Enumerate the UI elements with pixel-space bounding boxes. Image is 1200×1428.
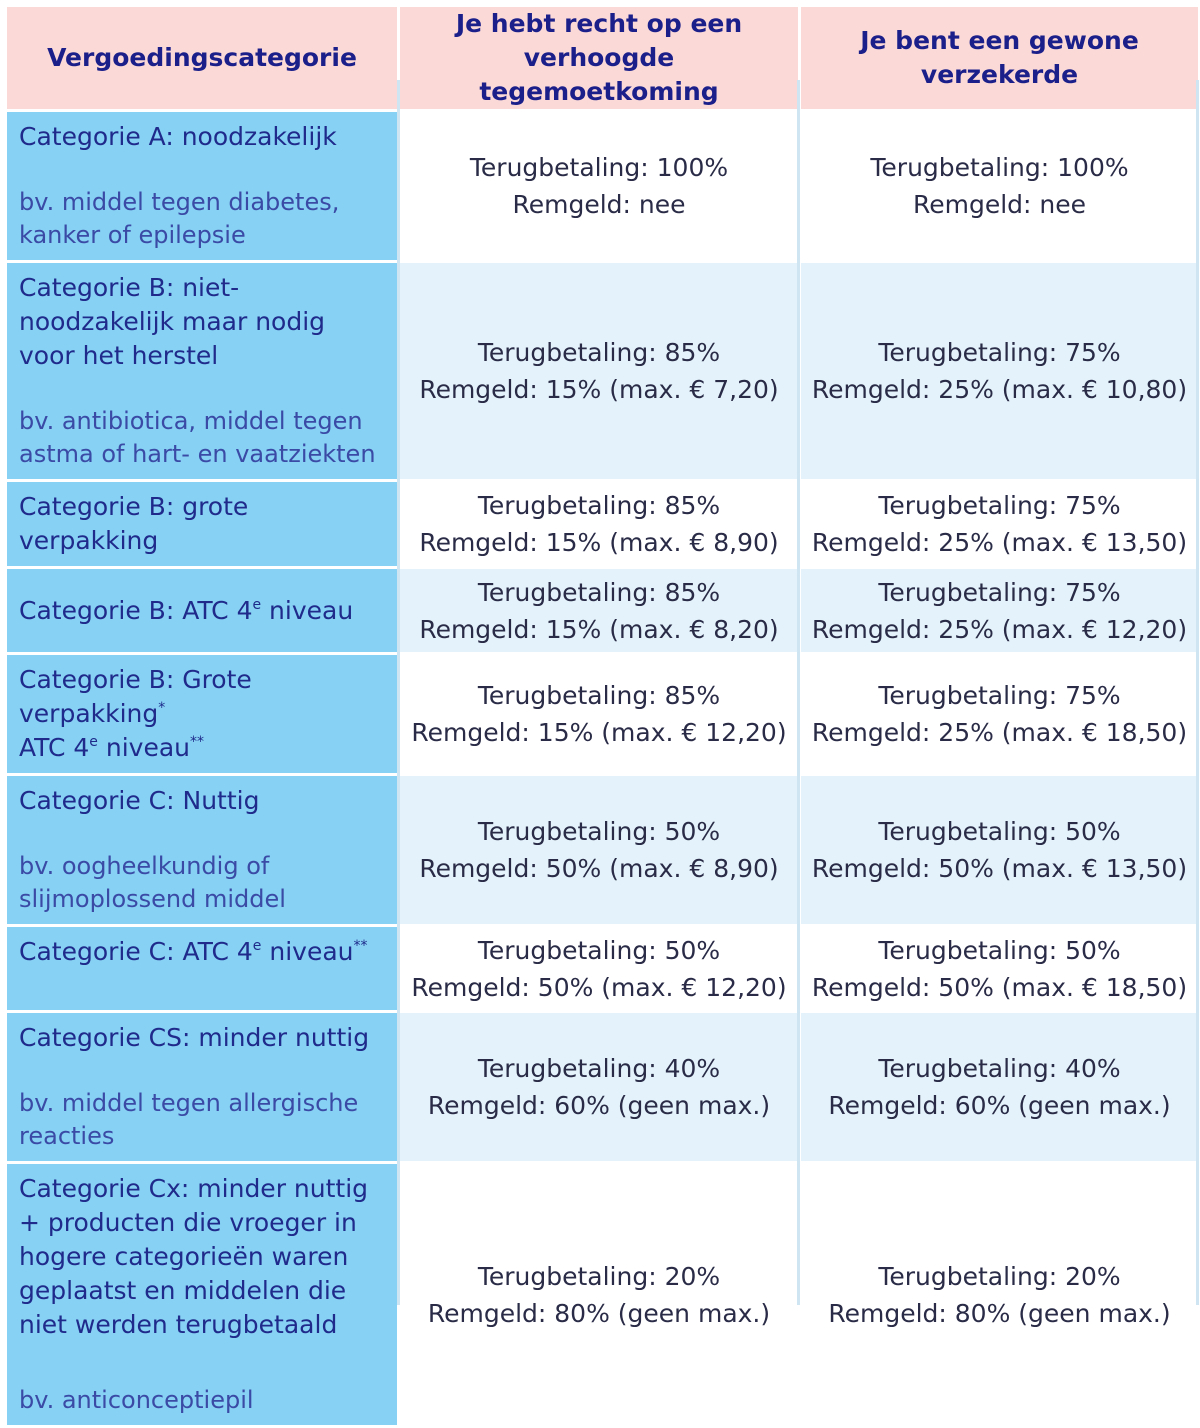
- category-title: Categorie B: ATC 4e niveau: [19, 595, 354, 625]
- regular-insured-cell: [800, 775, 1200, 926]
- copay-text: Remgeld: 15% (max. € 8,20): [419, 614, 779, 644]
- copay-text: Remgeld: 15% (max. € 7,20): [419, 375, 779, 404]
- header-category: Vergoedingscategorie: [6, 6, 399, 111]
- increased-allowance-cell: [399, 1163, 800, 1427]
- category-title: Categorie B: Grote verpakking*: [19, 665, 252, 728]
- category-cell: [6, 1012, 399, 1163]
- table-row: [6, 262, 1200, 481]
- refund-text: Terugbetaling: 20%: [477, 1261, 721, 1291]
- increased-allowance-cell: [399, 1012, 800, 1163]
- category-title: ATC 4e niveau**: [19, 733, 204, 762]
- copay-text: Remgeld: 80% (geen max.): [427, 1298, 771, 1328]
- category-cell: [6, 481, 399, 568]
- category-cell: [6, 654, 399, 775]
- refund-text: Terugbetaling: 75%: [878, 338, 1121, 367]
- refund-text: Terugbetaling: 50%: [477, 817, 721, 846]
- copay-text: Remgeld: 25% (max. € 12,20): [811, 614, 1188, 644]
- copay-text: Remgeld: 60% (geen max.): [427, 1091, 771, 1120]
- regular-insured-cell: [800, 481, 1200, 568]
- category-title: Categorie A: noodzakelijk: [19, 122, 337, 151]
- refund-text: Terugbetaling: 40%: [878, 1054, 1121, 1083]
- increased-allowance-cell: [399, 926, 800, 1012]
- column-divider: [797, 80, 800, 1305]
- table-row: [6, 654, 1200, 775]
- copay-text: Remgeld: 60% (geen max.): [828, 1091, 1171, 1120]
- increased-allowance-cell: [399, 111, 800, 262]
- category-cell: [6, 775, 399, 926]
- refund-text: Terugbetaling: 50%: [477, 935, 721, 965]
- regular-insured-cell: [800, 1163, 1200, 1427]
- table-row: [6, 481, 1200, 568]
- refund-text: Terugbetaling: 85%: [477, 338, 721, 367]
- category-example: bv. anticonceptiepil: [19, 1386, 254, 1414]
- category-title: Categorie B: niet-noodzakelijk maar nodig voor het herstel: [19, 273, 326, 370]
- regular-insured-cell: [800, 262, 1200, 481]
- refund-text: Terugbetaling: 85%: [477, 577, 721, 607]
- category-cell: [6, 111, 399, 262]
- refund-text: Terugbetaling: 75%: [878, 681, 1121, 710]
- header-increased-allowance: Je hebt recht op een verhoogde tegemoetkoming: [399, 6, 800, 111]
- copay-text: Remgeld: 80% (geen max.): [828, 1298, 1171, 1328]
- regular-insured-cell: [800, 926, 1200, 1012]
- increased-allowance-cell: [399, 262, 800, 481]
- copay-text: Remgeld: 50% (max. € 12,20): [411, 972, 787, 1002]
- regular-insured-cell: [800, 568, 1200, 654]
- refund-text: Terugbetaling: 50%: [878, 935, 1121, 965]
- category-title: Categorie C: Nuttig: [19, 786, 260, 815]
- category-title: Categorie Cx: minder nuttig + producten die vroeger in hogere categorieën waren geplaatst en middelen die niet werden terugbetaald: [19, 1174, 369, 1339]
- regular-insured-cell: [800, 111, 1200, 262]
- table-row: [6, 775, 1200, 926]
- copay-text: Remgeld: 25% (max. € 10,80): [811, 375, 1188, 404]
- refund-text: Terugbetaling: 50%: [878, 817, 1121, 846]
- header-regular-insured: Je bent een gewone verzekerde: [800, 6, 1200, 111]
- regular-insured-cell: [800, 654, 1200, 775]
- category-title: Categorie C: ATC 4e niveau**: [19, 937, 368, 966]
- copay-text: Remgeld: 50% (max. € 13,50): [811, 854, 1188, 883]
- table-row: [6, 111, 1200, 262]
- increased-allowance-cell: [399, 654, 800, 775]
- category-example: bv. middel tegen allergische reacties: [19, 1089, 359, 1150]
- increased-allowance-cell: [399, 481, 800, 568]
- reimbursement-table: [4, 4, 1200, 1428]
- copay-text: Remgeld: 25% (max. € 18,50): [811, 718, 1188, 747]
- category-example: bv. oogheelkundig of slijmoplossend middel: [19, 852, 286, 913]
- refund-text: Terugbetaling: 20%: [878, 1261, 1121, 1291]
- copay-text: Remgeld: nee: [912, 190, 1087, 219]
- copay-text: Remgeld: 15% (max. € 12,20): [411, 718, 787, 747]
- table-row: [6, 1012, 1200, 1163]
- copay-text: Remgeld: nee: [512, 190, 686, 219]
- copay-text: Remgeld: 25% (max. € 13,50): [811, 528, 1188, 557]
- table-header-row: [6, 6, 1200, 111]
- category-title: Categorie B: grote verpakking: [19, 492, 249, 555]
- refund-text: Terugbetaling: 85%: [477, 491, 721, 520]
- refund-text: Terugbetaling: 75%: [878, 577, 1121, 607]
- refund-text: Terugbetaling: 75%: [878, 491, 1121, 520]
- refund-text: Terugbetaling: 40%: [477, 1054, 721, 1083]
- copay-text: Remgeld: 15% (max. € 8,90): [419, 528, 779, 557]
- increased-allowance-cell: [399, 568, 800, 654]
- category-example: bv. antibiotica, middel tegen astma of hart- en vaatziekten: [19, 407, 376, 468]
- refund-text: Terugbetaling: 85%: [477, 681, 721, 710]
- regular-insured-cell: [800, 1012, 1200, 1163]
- refund-text: Terugbetaling: 100%: [870, 153, 1129, 182]
- category-example: bv. middel tegen diabetes, kanker of epilepsie: [19, 188, 340, 249]
- category-cell: [6, 262, 399, 481]
- column-divider: [397, 80, 400, 1305]
- category-title: Categorie CS: minder nuttig: [19, 1023, 370, 1052]
- table-row: [6, 1163, 1200, 1427]
- category-cell: [6, 568, 399, 654]
- copay-text: Remgeld: 50% (max. € 8,90): [419, 854, 779, 883]
- copay-text: Remgeld: 50% (max. € 18,50): [811, 972, 1188, 1002]
- refund-text: Terugbetaling: 100%: [469, 153, 729, 182]
- column-divider: [1196, 80, 1199, 1305]
- increased-allowance-cell: [399, 775, 800, 926]
- category-cell: [6, 1163, 399, 1427]
- category-cell: [6, 926, 399, 1012]
- table-row: [6, 926, 1200, 1012]
- table-row: [6, 568, 1200, 654]
